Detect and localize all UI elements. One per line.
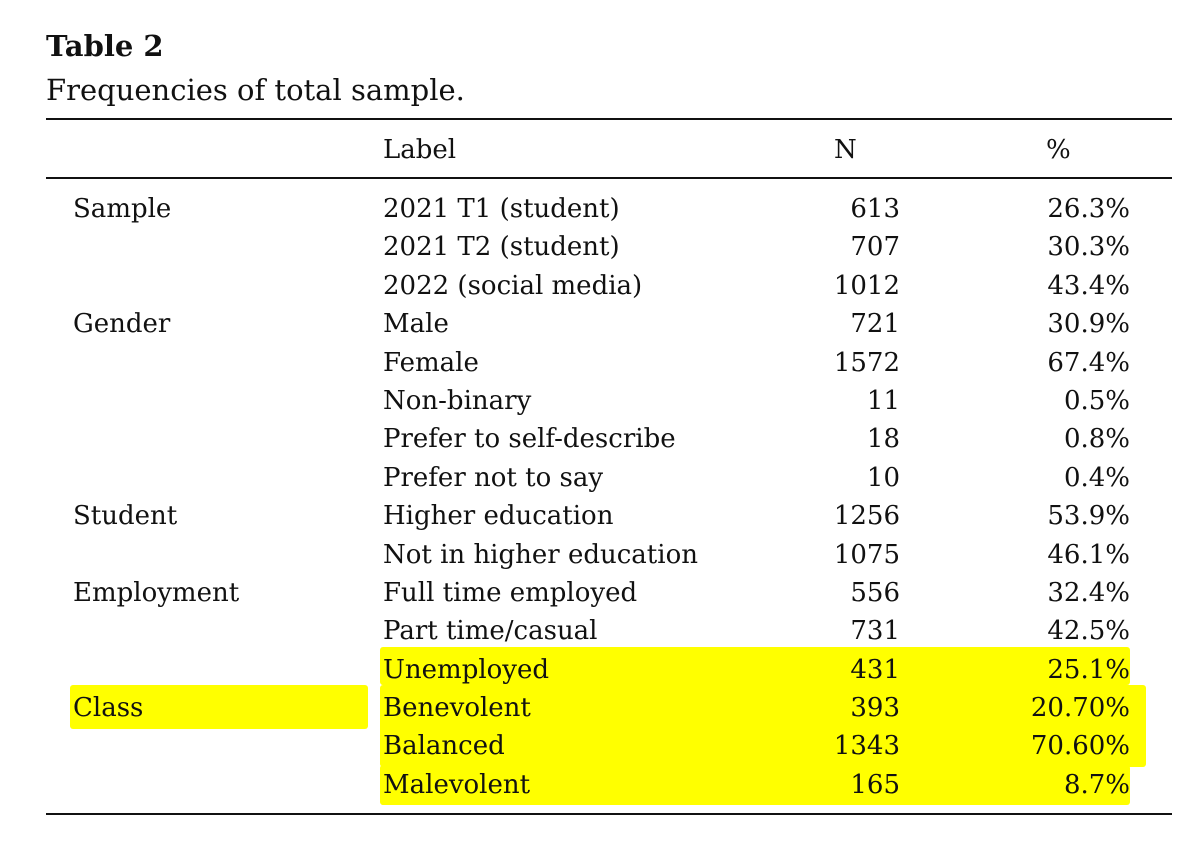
row-label: Prefer not to say: [383, 462, 604, 493]
row-label: Higher education: [383, 501, 614, 532]
row-group: Sample: [73, 194, 172, 224]
row-n: 1012: [833, 270, 900, 301]
row-percent: 8.7%: [1063, 769, 1130, 800]
table-row: [0, 228, 1200, 266]
row-label: Female: [383, 347, 479, 378]
row-n: 431: [850, 654, 900, 685]
row-percent: 32.4%: [1047, 577, 1130, 608]
row-label: Not in higher education: [383, 539, 698, 570]
table-body: [0, 190, 1200, 804]
row-percent: 25.1%: [1047, 654, 1130, 685]
row-label: Balanced: [383, 731, 505, 762]
table-row: [0, 536, 1200, 574]
row-n: 165: [850, 769, 900, 800]
row-percent: 0.8%: [1063, 424, 1130, 455]
row-label: Male: [383, 309, 449, 340]
row-label: Prefer to self-describe: [383, 424, 676, 455]
header-percent: %: [1046, 135, 1071, 165]
table-row: [0, 612, 1200, 650]
table-row: [0, 190, 1200, 228]
table-title: Table 2: [46, 29, 164, 63]
table-row: [0, 689, 1200, 727]
table-caption: Frequencies of total sample.: [46, 73, 465, 107]
row-group: Gender: [73, 309, 171, 340]
table-row: [0, 574, 1200, 612]
row-n: 1572: [833, 347, 900, 378]
row-n: 1343: [833, 731, 900, 762]
row-percent: 30.9%: [1047, 309, 1130, 340]
table-header-rule: [46, 177, 1172, 179]
table-row: [0, 344, 1200, 382]
table-row: [0, 382, 1200, 420]
row-percent: 20.70%: [1030, 693, 1130, 724]
row-label: Non-binary: [383, 385, 532, 416]
table-row: [0, 651, 1200, 689]
table-top-rule: [46, 118, 1172, 120]
table-row: [0, 766, 1200, 804]
row-group: Employment: [73, 577, 240, 608]
row-label: Malevolent: [383, 769, 531, 800]
row-n: 721: [850, 309, 900, 340]
table-row: [0, 497, 1200, 535]
header-label: Label: [383, 135, 457, 165]
row-group: Student: [73, 501, 178, 532]
row-n: 1256: [833, 501, 900, 532]
row-percent: 30.3%: [1047, 232, 1130, 263]
table-row: [0, 727, 1200, 765]
table-row: [0, 305, 1200, 343]
row-percent: 0.4%: [1063, 462, 1130, 493]
row-label: 2022 (social media): [383, 270, 643, 301]
row-n: 1075: [833, 539, 900, 570]
row-percent: 43.4%: [1047, 270, 1130, 301]
row-n: 10: [866, 462, 900, 493]
row-label: Part time/casual: [383, 616, 598, 647]
row-percent: 26.3%: [1047, 194, 1130, 224]
row-n: 707: [850, 232, 900, 263]
row-label: Full time employed: [383, 577, 638, 608]
row-percent: 42.5%: [1047, 616, 1130, 647]
row-n: 11: [866, 385, 900, 416]
row-n: 556: [850, 577, 900, 608]
row-n: 393: [850, 693, 900, 724]
row-percent: 53.9%: [1047, 501, 1130, 532]
table-row: [0, 420, 1200, 458]
row-label: Benevolent: [383, 693, 531, 724]
row-percent: 0.5%: [1063, 385, 1130, 416]
row-n: 731: [850, 616, 900, 647]
row-n: 613: [850, 194, 900, 224]
row-label: Unemployed: [383, 654, 550, 685]
row-percent: 46.1%: [1047, 539, 1130, 570]
row-label: 2021 T1 (student): [383, 194, 620, 224]
header-n: N: [834, 135, 857, 165]
row-label: 2021 T2 (student): [383, 232, 620, 263]
row-group: Class: [73, 693, 144, 724]
table-row: [0, 267, 1200, 305]
table-bottom-rule: [46, 813, 1172, 815]
row-n: 18: [866, 424, 900, 455]
row-percent: 70.60%: [1030, 731, 1130, 762]
table-row: [0, 459, 1200, 497]
row-percent: 67.4%: [1047, 347, 1130, 378]
